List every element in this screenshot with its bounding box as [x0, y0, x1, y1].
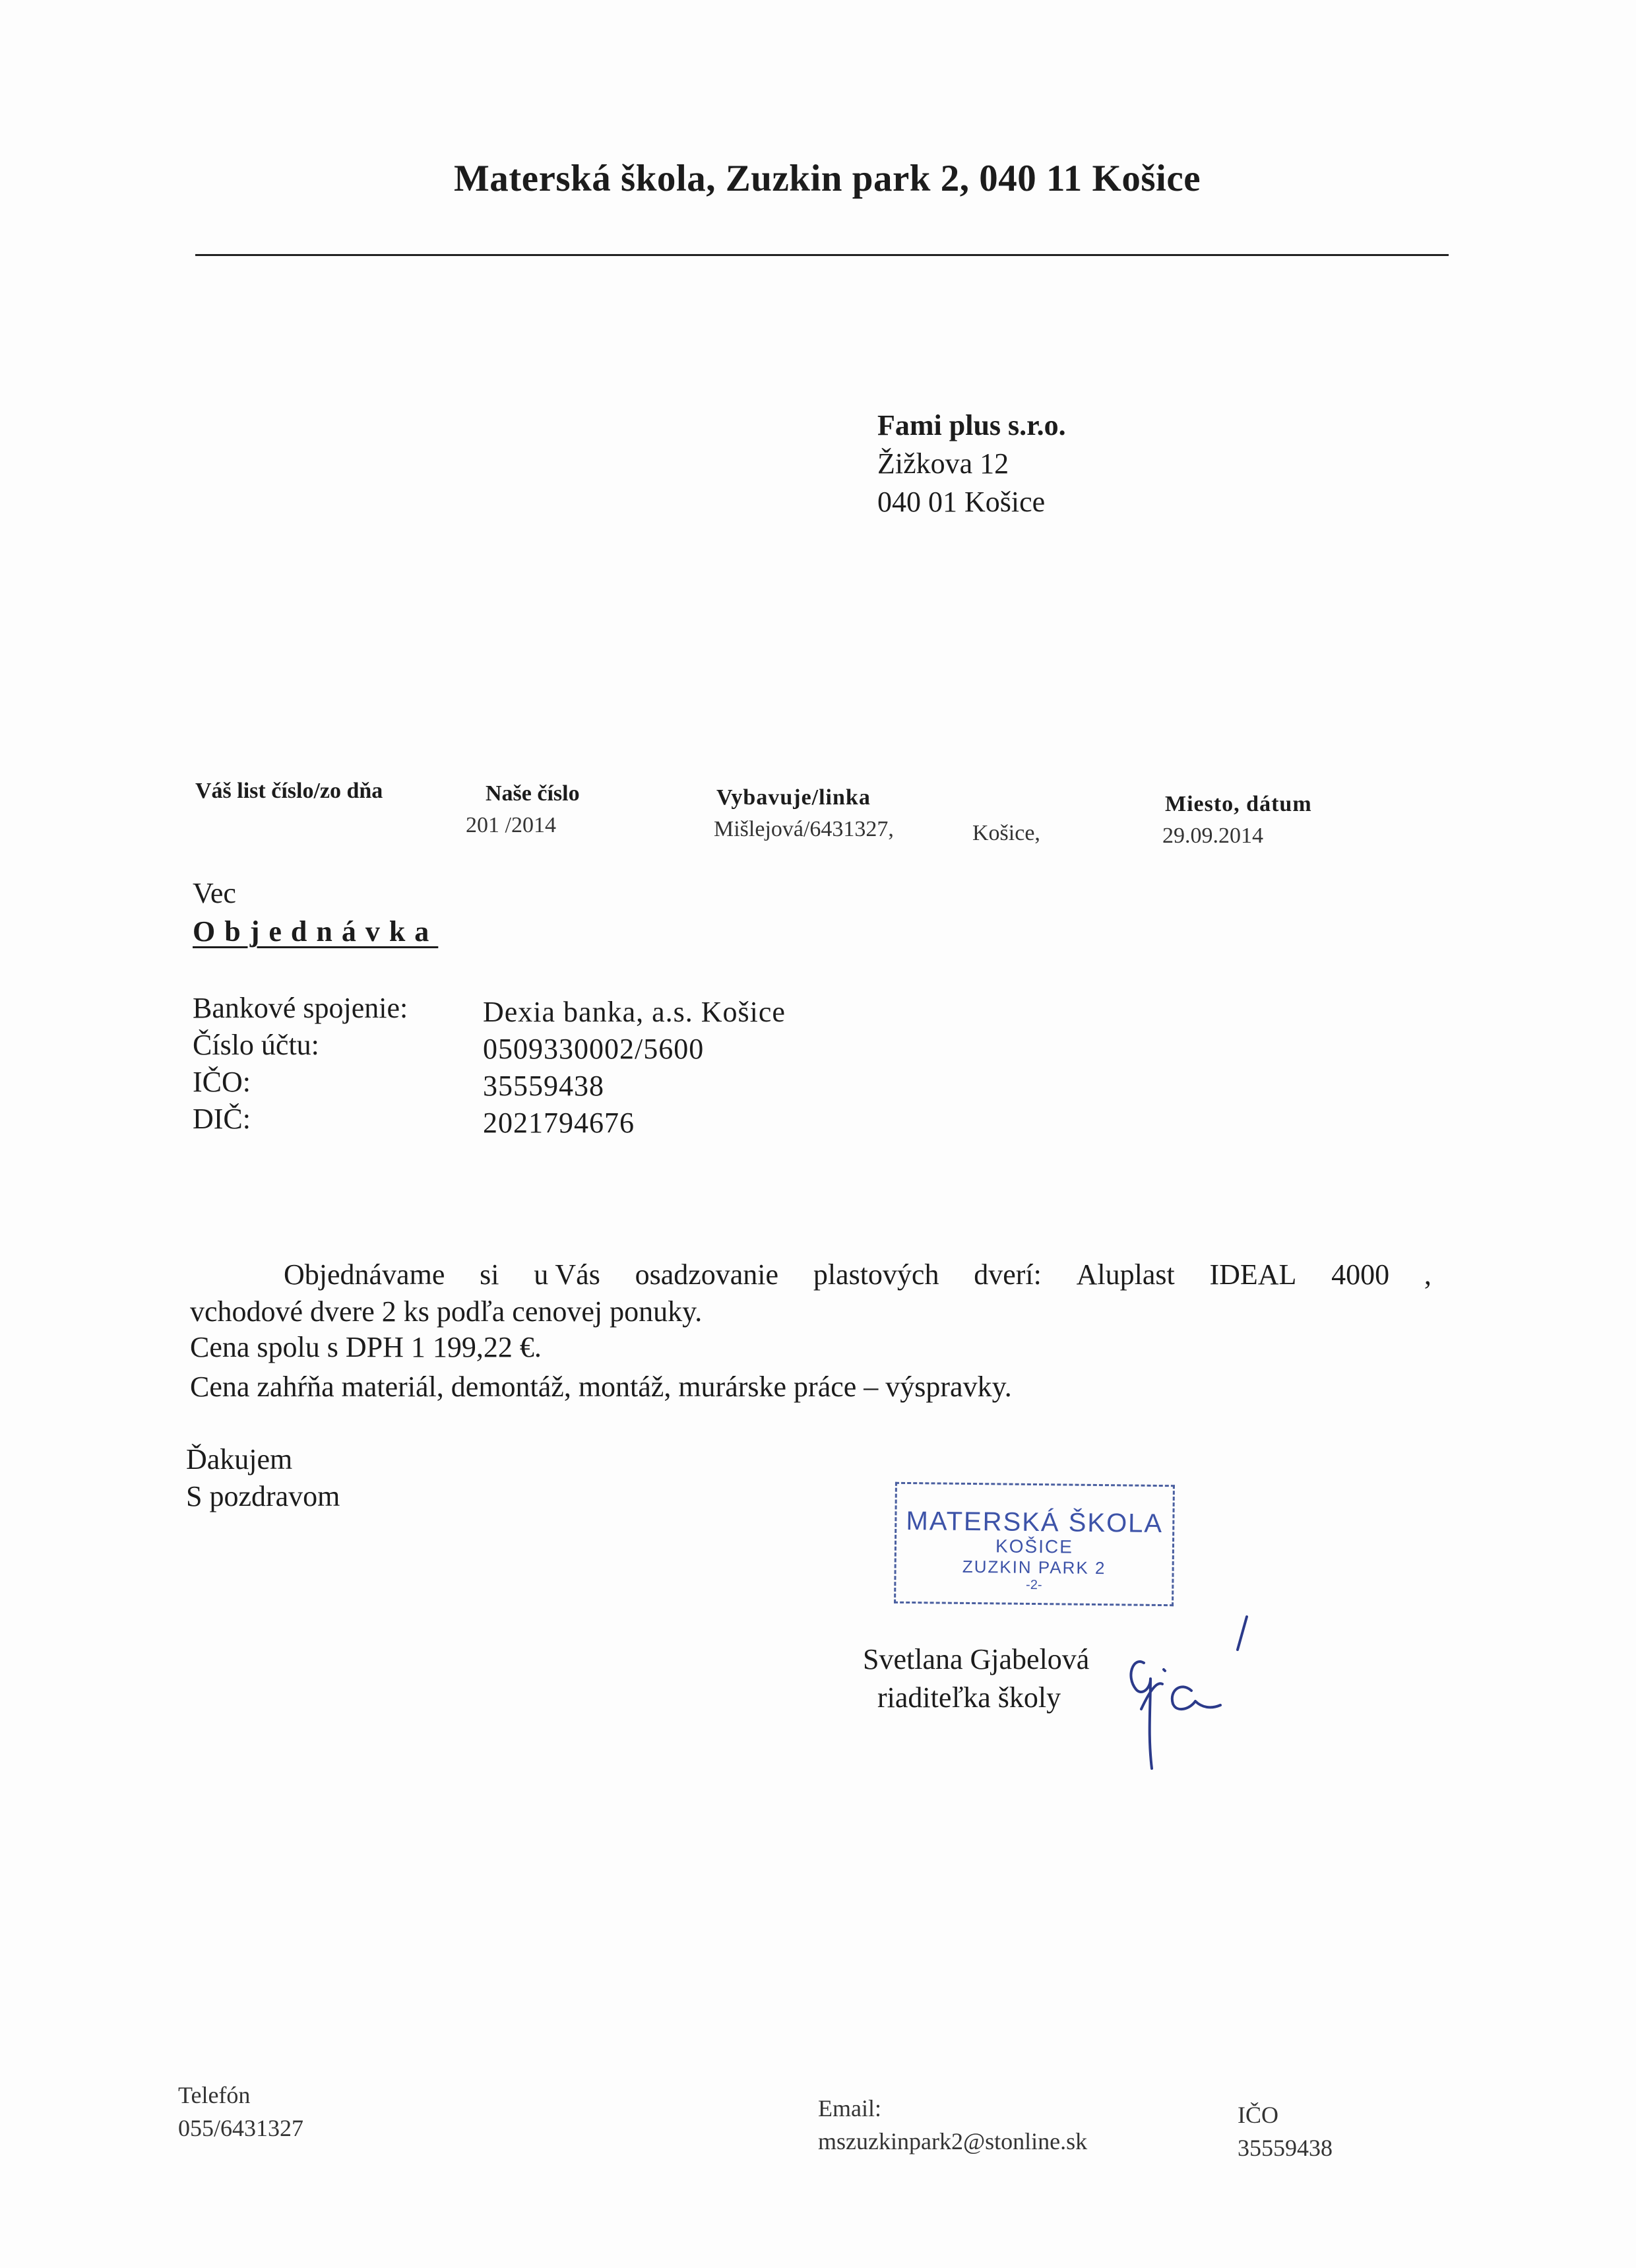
signature-stroke — [1238, 1617, 1247, 1650]
closing — [186, 1441, 340, 1515]
closing-thanks: Ďakujem — [186, 1443, 293, 1475]
place-date-label: Miesto, dátum — [1165, 792, 1312, 816]
signature-stroke — [1172, 1687, 1220, 1709]
your-letter-label: Váš list číslo/zo dňa — [195, 779, 383, 803]
email-value: mszuzkinpark2@stonline.sk — [818, 2128, 1088, 2155]
email-label: Email: — [818, 2095, 881, 2122]
bank-connection-label: Bankové spojenie: — [193, 992, 408, 1024]
subject-title: Objednávka — [193, 915, 439, 948]
header-divider — [195, 254, 1449, 256]
footer-ico — [1238, 2098, 1333, 2164]
footer-phone — [178, 2079, 303, 2145]
our-number-label: Naše číslo — [486, 781, 580, 806]
letterhead-title: Materská škola, Zuzkin park 2, 040 11 Košice — [454, 158, 1201, 199]
word: osadzovanie — [635, 1258, 779, 1291]
recipient-name: Fami plus s.r.o. — [877, 409, 1066, 441]
place-value: Košice, — [972, 821, 1040, 845]
word: Aluplast — [1076, 1258, 1175, 1291]
dic-label: DIČ: — [193, 1103, 251, 1135]
word: Objednávame — [284, 1258, 445, 1291]
phone-label: Telefón — [178, 2082, 251, 2108]
price-includes-line: Cena zahŕňa materiál, demontáž, montáž, murárske práce – výspravky. — [190, 1371, 1012, 1403]
bank-details-values — [483, 994, 786, 1142]
signature-stroke — [1164, 1669, 1165, 1671]
school-stamp — [894, 1482, 1175, 1606]
bank-connection-value: Dexia banka, a.s. Košice — [483, 996, 786, 1028]
footer-ico-value: 35559438 — [1238, 2135, 1333, 2161]
subject-label: Vec — [193, 877, 236, 909]
closing-regards: S pozdravom — [186, 1480, 340, 1512]
dic-value: 2021794676 — [483, 1107, 635, 1139]
handled-by-value: Mišlejová/6431327, — [714, 817, 894, 841]
signer-name: Svetlana Gjabelová — [863, 1643, 1090, 1675]
account-number-value: 0509330002/5600 — [483, 1033, 705, 1065]
recipient-address — [877, 406, 1066, 521]
footer-ico-label: IČO — [1238, 2102, 1278, 2128]
order-paragraph-line-2: vchodové dvere 2 ks podľa cenovej ponuky. — [190, 1295, 703, 1328]
stamp-line-4: -2- — [1026, 1577, 1042, 1593]
word: plastových — [813, 1258, 939, 1291]
signer-role: riaditeľka školy — [877, 1681, 1061, 1714]
bank-details-labels — [193, 990, 408, 1138]
word: 4000 — [1331, 1258, 1390, 1291]
handwritten-signature — [1121, 1610, 1253, 1782]
word: si — [480, 1258, 499, 1291]
handled-by-label: Vybavuje/linka — [716, 785, 871, 810]
order-paragraph-line-1 — [284, 1258, 1432, 1292]
our-number-value: 201 /2014 — [466, 813, 556, 837]
word: , — [1424, 1258, 1432, 1291]
word: dverí: — [974, 1258, 1042, 1291]
word: u Vás — [534, 1258, 600, 1291]
date-value: 29.09.2014 — [1162, 824, 1263, 848]
ico-value: 35559438 — [483, 1070, 604, 1102]
signature-stroke — [1131, 1662, 1152, 1768]
signature-stroke — [1141, 1683, 1162, 1709]
stamp-line-1: MATERSKÁ ŠKOLA — [906, 1506, 1164, 1539]
total-price-line: Cena spolu s DPH 1 199,22 €. — [190, 1331, 542, 1363]
account-number-label: Číslo účtu: — [193, 1029, 319, 1061]
stamp-line-2: KOŠICE — [995, 1536, 1074, 1557]
footer-email — [818, 2092, 1087, 2158]
recipient-city: 040 01 Košice — [877, 486, 1046, 518]
stamp-line-3: ZUZKIN PARK 2 — [962, 1556, 1106, 1578]
word: IDEAL — [1209, 1258, 1297, 1291]
ico-label: IČO: — [193, 1066, 251, 1098]
signer-block — [863, 1640, 1089, 1717]
recipient-street: Žižkova 12 — [877, 447, 1009, 480]
phone-value: 055/6431327 — [178, 2115, 304, 2141]
